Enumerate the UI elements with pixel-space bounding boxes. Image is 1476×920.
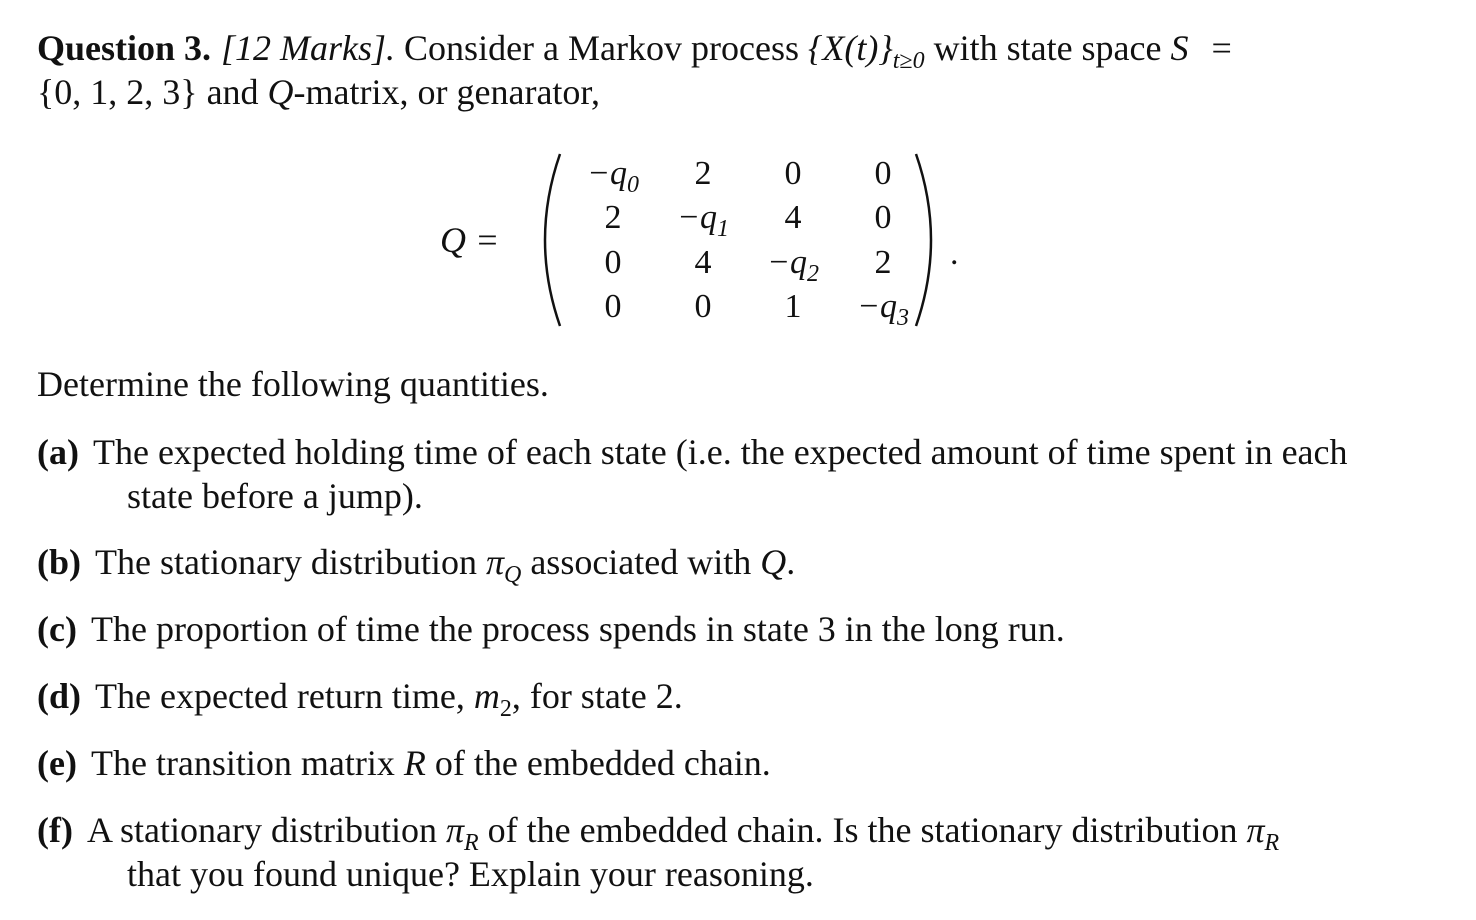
determine-text: Determine the following quantities. bbox=[37, 364, 549, 404]
intro-text-1a: Consider a Markov process bbox=[404, 28, 799, 68]
m-symbol: m bbox=[473, 676, 500, 716]
part-f-pre: A stationary distribution bbox=[86, 810, 437, 850]
matrix-cell-0-2: 0 bbox=[784, 155, 802, 192]
pi-q-sub: Q bbox=[503, 562, 522, 588]
part-e bbox=[37, 741, 771, 785]
matrix-cell-0-0: $-q_0$ bbox=[587, 155, 639, 198]
question-marks: [12 Marks]. bbox=[221, 28, 396, 68]
part-b-q: Q bbox=[760, 542, 787, 582]
part-f-mid: of the embedded chain. Is the stationary distribution bbox=[487, 810, 1238, 850]
part-a-line1: The expected holding time of each state (i.e. the expected amount of time spent in each bbox=[92, 432, 1348, 472]
matrix-cell-0-3: 0 bbox=[874, 155, 892, 192]
part-b-pre: The stationary distribution bbox=[95, 542, 477, 582]
part-d-pre: The expected return time, bbox=[95, 676, 465, 716]
equals-sign: = bbox=[1211, 28, 1232, 68]
matrix-cell-3-3: $-q_3$ bbox=[857, 288, 909, 331]
part-a-label: (a) bbox=[37, 432, 79, 472]
question-label: Question 3. bbox=[37, 28, 212, 68]
matrix-cell-0-1: 2 bbox=[694, 155, 712, 192]
matrix-cell-2-0: 0 bbox=[604, 244, 622, 281]
q-matrix bbox=[440, 150, 980, 330]
intro-text-2b: -matrix, or genarator, bbox=[293, 72, 600, 112]
part-c-text: The proportion of time the process spends in state 3 in the long run. bbox=[90, 609, 1065, 649]
intro-text-2a: and bbox=[206, 72, 259, 112]
matrix-cell-2-3: 2 bbox=[874, 244, 892, 281]
state-var: S bbox=[1170, 28, 1189, 68]
part-e-label: (e) bbox=[37, 743, 77, 783]
matrix-cell-1-2: 4 bbox=[784, 199, 802, 236]
process-sub: t≥0 bbox=[892, 48, 925, 74]
state-set: {0, 1, 2, 3} bbox=[37, 72, 198, 112]
matrix-label: Q = bbox=[440, 220, 500, 260]
part-b-label: (b) bbox=[37, 542, 81, 582]
part-c-label: (c) bbox=[37, 609, 77, 649]
process-expr: {X(t)} bbox=[807, 28, 893, 68]
matrix-cell-1-1: $-q_1$ bbox=[677, 199, 729, 242]
part-e-pre: The transition matrix bbox=[90, 743, 395, 783]
part-b bbox=[37, 540, 795, 597]
pi-r-symbol: π bbox=[445, 810, 464, 850]
matrix-cell-2-2: $-q_2$ bbox=[767, 244, 819, 287]
part-a-line2: state before a jump). bbox=[127, 476, 423, 516]
matrix-cell-2-1: 4 bbox=[694, 244, 712, 281]
r-symbol: R bbox=[403, 743, 426, 783]
pi-r-sub: R bbox=[464, 830, 479, 856]
part-d-label: (d) bbox=[37, 676, 81, 716]
part-a bbox=[37, 430, 1348, 474]
part-f-line2: that you found unique? Explain your reasoning. bbox=[127, 854, 814, 894]
matrix-cell-3-1: 0 bbox=[694, 288, 712, 325]
left-parenthesis bbox=[528, 150, 568, 330]
pi-r-sub-2: R bbox=[1264, 830, 1280, 856]
part-d-post: , for state 2. bbox=[511, 676, 683, 716]
q-symbol: Q bbox=[267, 72, 294, 112]
part-d bbox=[37, 674, 683, 731]
part-f-label: (f) bbox=[37, 810, 73, 850]
matrix-cell-1-3: 0 bbox=[874, 199, 892, 236]
question-line-2 bbox=[37, 70, 600, 114]
m-sub: 2 bbox=[499, 696, 512, 722]
part-b-post-a: associated with bbox=[530, 542, 752, 582]
part-c bbox=[37, 607, 1065, 651]
matrix-cell-1-0: 2 bbox=[604, 199, 622, 236]
matrix-cell-3-0: 0 bbox=[604, 288, 622, 325]
part-e-post: of the embedded chain. bbox=[434, 743, 771, 783]
intro-text-1b: with state space bbox=[933, 28, 1162, 68]
pi-r-symbol-2: π bbox=[1246, 810, 1265, 850]
matrix-trailing-period: . bbox=[950, 235, 959, 272]
pi-q-symbol: π bbox=[485, 542, 504, 582]
part-b-post-b: . bbox=[786, 542, 796, 582]
matrix-cell-3-2: 1 bbox=[784, 288, 802, 325]
